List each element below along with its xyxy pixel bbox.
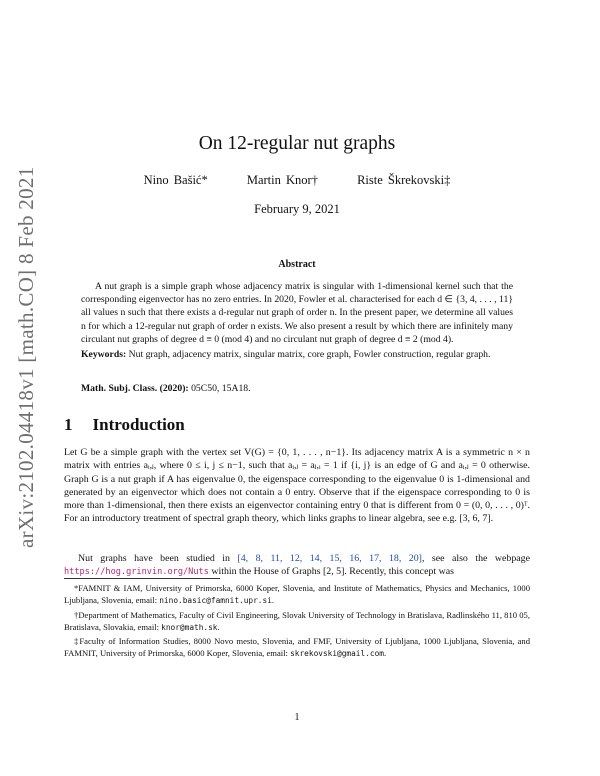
msc-classification — [81, 382, 513, 395]
footnote-1: *FAMNIT & IAM, University of Primorska, 6000 Koper, Slovenia, and Institute of Mathematics, Physics and Mechanics, 1000 Ljubljana, Slovenia, email: nino.basic@famnit.upr.si. — [64, 583, 530, 605]
intro-paragraph-1: Let G be a simple graph with the vertex set V(G) = {0, 1, . . . , n−1}. Its adjacency matrix A is a symmetric n × n matrix with entries aᵢ,ⱼ, where 0 ≤ i, j ≤ n−1, such that aᵢ,ⱼ = aⱼ,ᵢ = 1 if {i, j} is an edge of G and aᵢ,ⱼ = 0 otherwise. Graph G is a nut graph if A has eigenvalue 0, the eigenspace corresponding to the eigenvalue 0 is 1-dimensional and generated by an eigenvector which does not contain a 0 entry. Observe that if the eigenspace corresponding to 0 is more than 1-dimensional, then there exists an eigenvector containing entry 0 that is different from 0 = (0, 0, . . . , 0)ᵀ. For an introductory treatment of spectral graph theory, which links graphs to linear algebra, see e.g. [3, 6, 7]. — [64, 447, 530, 525]
intro-paragraph-2 — [64, 552, 530, 580]
page-number: 1 — [294, 712, 300, 723]
section-number: 1 — [64, 415, 73, 434]
intro-p2-mid: , see also the webpage — [421, 553, 530, 564]
intro-p2-end: within the House of Graphs [2, 5]. Recently, this concept was — [211, 566, 454, 578]
keywords — [81, 348, 513, 361]
intro-p2-start: Nut graphs have been studied in — [78, 553, 230, 564]
author-3: Riste Škrekovski‡ — [357, 173, 451, 187]
house-of-graphs-link[interactable]: https://hog.grinvin.org/Nuts — [64, 567, 209, 578]
paper-title: On 12-regular nut graphs — [198, 133, 396, 154]
footnote-2-email[interactable]: knor@math.sk — [161, 622, 218, 632]
author-list — [64, 173, 530, 188]
footnote-rule — [64, 578, 220, 579]
section-heading — [64, 415, 185, 435]
footnote-1-text: *FAMNIT & IAM, University of Primorska, 6000 Koper, Slovenia, and Institute of Mathematics, Physics and Mechanics, 1000 Ljubljana, Slovenia, email: — [64, 583, 530, 605]
section-title: Introduction — [92, 415, 185, 434]
footnote-2-text: †Department of Mathematics, Faculty of Civil Engineering, Slovak University of Technology in Bratislava, Radlinského 11, 810 05, Bratislava, Slovakia, email: — [64, 610, 530, 632]
author-2: Martin Knor† — [246, 173, 318, 187]
footnote-3-email[interactable]: skrekovski@gmail.com — [290, 648, 384, 658]
citation-links[interactable]: [4, 8, 11, 12, 14, 15, 16, 17, 18, 20] — [237, 553, 422, 564]
footnote-3-text: ‡Faculty of Information Studies, 8000 Novo mesto, Slovenia, and FMF, University of Ljubljana, 1000 Ljubljana, Slovenia, and FAMNIT, University of Primorska, 6000 Koper, Slovenia, email: — [64, 636, 530, 658]
paper-date: February 9, 2021 — [254, 202, 340, 216]
footnote-1-email[interactable]: nino.basic@famnit.upr.si — [159, 595, 272, 605]
arxiv-identifier: arXiv:2102.04418v1 [math.CO] 8 Feb 2021 — [14, 166, 38, 548]
msc-text: 05C50, 15A18. — [191, 383, 251, 394]
footnote-2: †Department of Mathematics, Faculty of Civil Engineering, Slovak University of Technology in Bratislava, Radlinského 11, 810 05, Bratislava, Slovakia, email: knor@math.sk. — [64, 610, 530, 632]
keywords-label: Keywords: — [81, 349, 127, 360]
author-1: Nino Bašić* — [143, 173, 208, 187]
abstract-heading: Abstract — [278, 259, 316, 270]
msc-label: Math. Subj. Class. (2020): — [81, 383, 189, 394]
keywords-text: Nut graph, adjacency matrix, singular matrix, core graph, Fowler construction, regular graph. — [128, 349, 491, 360]
abstract-text: A nut graph is a simple graph whose adjacency matrix is singular with 1-dimensional kernel such that the corresponding eigenvector has no zero entries. In 2020, Fowler et al. characterised for each d ∈ {3, 4, . . . , 11} all values n such that there exists a d-regular nut graph of order n. In the present paper, we determine all values n for which a 12-regular nut graph of order n exists. We also present a result by which there are infinitely many circulant nut graphs of degree d ≡ 0 (mod 4) and no circulant nut graph of degree d ≡ 2 (mod 4). — [81, 281, 513, 345]
footnote-3: ‡Faculty of Information Studies, 8000 Novo mesto, Slovenia, and FMF, University of Ljubljana, 1000 Ljubljana, Slovenia, and FAMNIT, University of Primorska, 6000 Koper, Slovenia, email: skrekovski@gmail.com. — [64, 636, 530, 658]
